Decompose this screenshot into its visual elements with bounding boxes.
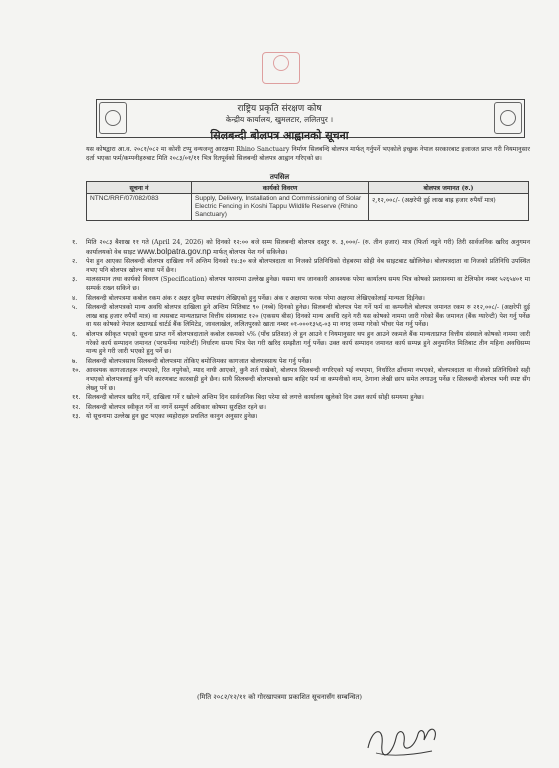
list-item	[72, 413, 530, 422]
tender-table	[86, 181, 529, 221]
item-text: सिलबन्दी बोलपत्रमा कबोल रकम अंक र अक्षर दुवैमा स्पष्टसंग लेखिएको हुनु पर्नेछ। अंक र अक्षरमा फरक परेमा अक्षरमा लेखिएकोलाई मान्यता दिईनेछ।	[86, 294, 425, 302]
item-text-continued: मार्फत् बोलपत्र पेश गर्न सकिनेछ।	[213, 248, 288, 256]
list-item	[72, 239, 530, 257]
item-number: ५.	[72, 304, 78, 312]
item-number: ४.	[72, 294, 78, 302]
column-header-security: बोलपत्र जमानत (रु.)	[369, 182, 529, 194]
office-address: केन्द्रीय कार्यालय, खुमलटार, ललितपुर ।	[225, 115, 334, 124]
publication-note: (मिति २०८२/१२/११ को गोरखापत्रमा प्रकाशित सूचनासँग सम्बन्धित)	[196, 693, 363, 701]
column-header-description: कार्यको विवरण	[192, 182, 369, 194]
item-text: मालसामान तथा कार्यको विवरण (Specification) बोलपत्र फारममा उल्लेख हुनेछ। यसमा थप जानकारी आवश्यक परेमा कार्यालय समय भित्र कोषको प्रशासनमा वा टेलिफोन नम्बर ५२६५४०१ मा सम्पर्क राख्न सकिने छ।	[86, 276, 530, 292]
item-number: १२.	[72, 403, 81, 411]
item-number: ३.	[72, 276, 78, 284]
list-item	[72, 404, 530, 413]
security-amount-cell: २,१२,००८/- (अक्षरेपी दुई लाख बाह्र हजार रुपैयाँ मात्र)	[369, 194, 529, 221]
item-text: सिलबन्दी बोलपत्रको मान्य अवधि बोलपत्र दाखिला हुने अन्तिम मितिबाट ९० (नब्बे) दिनको हुनेछ। सिलबन्दी बोलपत्र पेश गर्ने फर्म वा कम्पनीले बोलपत्र जमानत रकम रु २१२,००८/- (अक्षरेपी दुई लाख बाह्र हजार रुपैयाँ मात्र) वा त्यसबाट मान्यताप्राप्त वित्तीय संस्थाबाट १२० (एकसय बीस) दिनको मान्य अवधि रहने गरी यस कोषको नाममा जारी गरेको बैंक जमानत (बैंक ग्यारेन्टी) पेश गर्नु पर्नेछ वा यस कोषको नेपाल स्ट्याण्डर्ड चार्टर्ड बैंक लिमिटेड, जावलाखेल, ललितपुरको खाता नम्बर ०१-०००१३५६-०३ मा नगद जम्मा गरेको भौचर पेश गर्नु पर्नेछ।	[86, 304, 530, 329]
item-text: सिलबन्दी बोलपत्र खरिद गर्ने, दाखिला गर्ने र खोल्ने अन्तिम दिन सार्वजनिक बिदा परेमा सो लगत्ते कार्यालय खुलेको दिन उक्त कार्य सोही समयमा हुनेछ।	[86, 394, 424, 402]
schedule-heading: तपसिल	[269, 172, 290, 181]
stamp-seal-icon	[273, 55, 289, 71]
organization-name: राष्ट्रिय प्रकृति संरक्षण कोष	[237, 104, 322, 114]
item-text: सिलबन्दी बोलपत्र स्वीकृत गर्ने वा नगर्ने सम्पूर्ण अधिकार कोषमा सुरक्षित रहने छ।	[86, 403, 266, 411]
item-number: ७.	[72, 357, 78, 365]
signature	[362, 720, 444, 762]
notice-title: सिलबन्दी बोलपत्र आह्वानको सूचना	[210, 129, 349, 142]
column-header-notice-no: सूचना नं	[87, 182, 192, 194]
item-text: यो सूचनामा उल्लेख हुन छुट भएका व्यहोराहरु प्रचलित कानुन अनुसार हुनेछ।	[86, 413, 258, 421]
item-text: सिलबन्दी बोलपत्रसाथ सिलबन्दी बोलपत्रमा तोकिए बमोजिमका कागजात बोलपत्रसाथ पेश गर्नु पर्नेछ।	[86, 357, 312, 365]
item-number: १३.	[72, 413, 81, 421]
item-text: पेश हुन आएका सिलबन्दी बोलपत्र दाखिला गर्ने अन्तिम दिनको १४:३० बजे बोलपत्रदाता वा निजको प्रतिनिधिको रोहबरमा सोही वेब साइटबाट खोलिनेछ। बोलपत्रदाता वा निजको प्रतिनिधि उपस्थित नभए पनि बोलपत्र खोल्न बाधा पर्ने छैन।	[86, 258, 530, 274]
item-text: आवश्यक कागजातहरू नभएको, रित नपुगेको, म्याद नाघी आएको, कुनै शर्त राखेको, बोलपत्र सिलबन्दी नगरिएको भई नभएमा, निर्धारित ढाँचामा नभएको, बोलपत्रदाता वा नीजको प्रतिनिधिको सही नभएको बोलपत्रलाई कुनै पनि कारणबाट कारबाही हुने छैन। साथै सिलबन्दी बोलपत्रको खाम बाहिर फर्म वा कम्पनीको नाम, ठेगाना लेखी छाप समेत लगाउनु पर्नेछ र सिलबन्दी बोलपत्र भनी स्पष्ट सँग लेख्नु पर्ने छ।	[86, 367, 530, 392]
item-number: १०.	[72, 367, 81, 375]
description-cell: Supply, Delivery, Installation and Commissioning of Solar Electric Fencing in Koshi Tappu Wildlife Reserve (Rhino Sanctuary)	[192, 194, 369, 221]
list-item	[72, 258, 530, 275]
list-item	[72, 394, 530, 403]
list-item	[72, 367, 530, 393]
intro-paragraph: यस कोषद्वारा आ.व. २०८१/०८२ मा कोशी टप्पु वन्यजन्तु आरक्षमा Rhino Sanctuary निर्माण सिलबन्दि बोलपत्र मार्फत् गर्नुपर्ने भएकोले इच्छुक नेपाल सरकारबाट इजाजत प्राप्त गरी नियमानुसार दर्ता भएका फर्म/कम्पनीहरुबाट मिति २०८३/०१/११ भित्र रितपूर्वको सिलबन्दी बोलपत्र आह्वान गरिएको छ।	[86, 146, 530, 162]
item-text: बोलपत्र स्वीकृत भएको सूचना प्राप्त गर्ने बोलपत्रदाताले कबोल रकमको ५% (पाँच प्रतिशत) ले हुन आउने र नियमानुसार थप हुन आउने रकमले बैंक मान्यताप्राप्त वित्तीय संस्थाले कोषको नाममा जारी गरेको कार्य सम्पादन जमानत (परफर्मेन्स ग्यारेन्टी) निर्धारण समय भित्र पेश गरी खरिद सम्झौता गर्नु पर्नेछ। उक्त कार्य सम्पादन जमानत कार्य सम्पन्न हुने अनुमानित मितिबाट तीन महिना अवधिसम्म मान्य हुने गरी जारी भएको हुनु पर्ने छ।	[86, 330, 530, 356]
list-item	[72, 276, 530, 293]
item-number: १.	[72, 239, 78, 246]
table-row	[87, 194, 529, 221]
item-number: २.	[72, 258, 78, 266]
bolpatra-link[interactable]: www.bolpatra.gov.np	[137, 246, 212, 256]
item-number: ६.	[72, 330, 78, 338]
list-item	[72, 331, 530, 357]
notice-number-cell: NTNC/RRF/07/082/083	[87, 194, 192, 221]
list-item	[72, 295, 530, 304]
conditions-list	[72, 239, 530, 423]
list-item	[72, 358, 530, 367]
table-header-row	[87, 182, 529, 194]
list-item	[72, 304, 530, 330]
item-number: ११.	[72, 394, 81, 402]
item-text: मिति २०८३ बैशाख ११ गते (April 24, 2026) को दिनको १२:०० बजे सम्म सिलबन्दी बोलपत्र दस्तुर रु. ३,०००/- (रु. तीन हजार) मात्र (फिर्ता नहुने गरी) तिरी सार्वजनिक खरिद अनुगमन कार्यालयको वेब साइट	[86, 239, 530, 256]
library-stamp	[262, 52, 300, 84]
